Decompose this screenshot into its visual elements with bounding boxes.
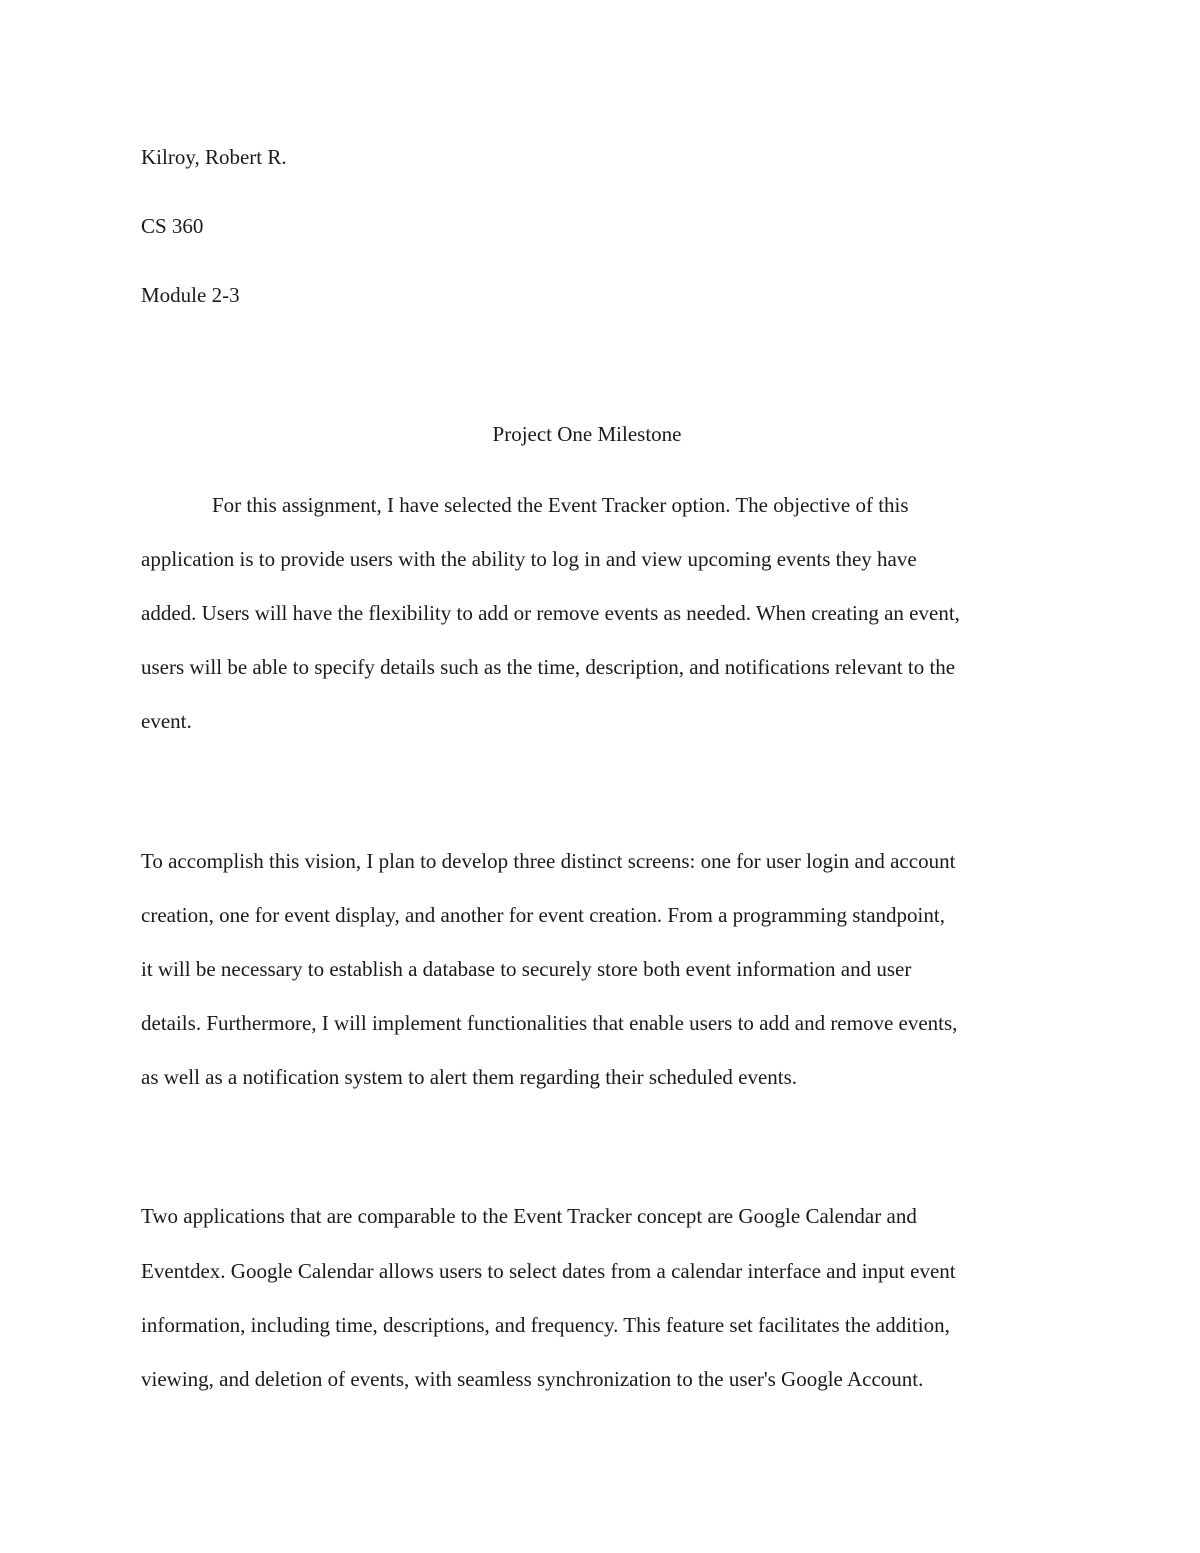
paragraph-2-line-1: To accomplish this vision, I plan to develop three distinct screens: one for user login and account bbox=[141, 849, 956, 873]
author-name: Kilroy, Robert R. bbox=[141, 145, 287, 169]
paragraph-3-line-1: Two applications that are comparable to the Event Tracker concept are Google Calendar and bbox=[141, 1204, 917, 1228]
paragraph-3-line-4: viewing, and deletion of events, with seamless synchronization to the user's Google Account. bbox=[141, 1367, 924, 1391]
paragraph-1-line-5: event. bbox=[141, 709, 192, 733]
document-title-text: Project One Milestone bbox=[492, 422, 682, 446]
course-code: CS 360 bbox=[141, 214, 204, 238]
paragraph-1-line-4: users will be able to specify details such as the time, description, and notifications relevant to the bbox=[141, 655, 956, 679]
paragraph-2-line-3: it will be necessary to establish a database to securely store both event information and user bbox=[141, 957, 912, 981]
paragraph-2-line-2: creation, one for event display, and another for event creation. From a programming standpoint, bbox=[141, 903, 945, 927]
paragraph-3-line-2: Eventdex. Google Calendar allows users to select dates from a calendar interface and input event bbox=[141, 1259, 956, 1283]
module-label: Module 2-3 bbox=[141, 283, 240, 307]
paragraph-1-line-2: application is to provide users with the ability to log in and view upcoming events they have bbox=[141, 547, 917, 571]
paragraph-1-line-1: For this assignment, I have selected the Event Tracker option. The objective of this bbox=[212, 493, 909, 517]
paragraph-2-line-5: as well as a notification system to alert them regarding their scheduled events. bbox=[141, 1065, 798, 1089]
paragraph-3-line-3: information, including time, descriptions, and frequency. This feature set facilitates the addition, bbox=[141, 1313, 950, 1337]
document-title bbox=[0, 420, 1058, 448]
paragraph-1-line-3: added. Users will have the flexibility to add or remove events as needed. When creating an event, bbox=[141, 601, 960, 625]
paragraph-2-line-4: details. Furthermore, I will implement functionalities that enable users to add and remove events, bbox=[141, 1011, 958, 1035]
